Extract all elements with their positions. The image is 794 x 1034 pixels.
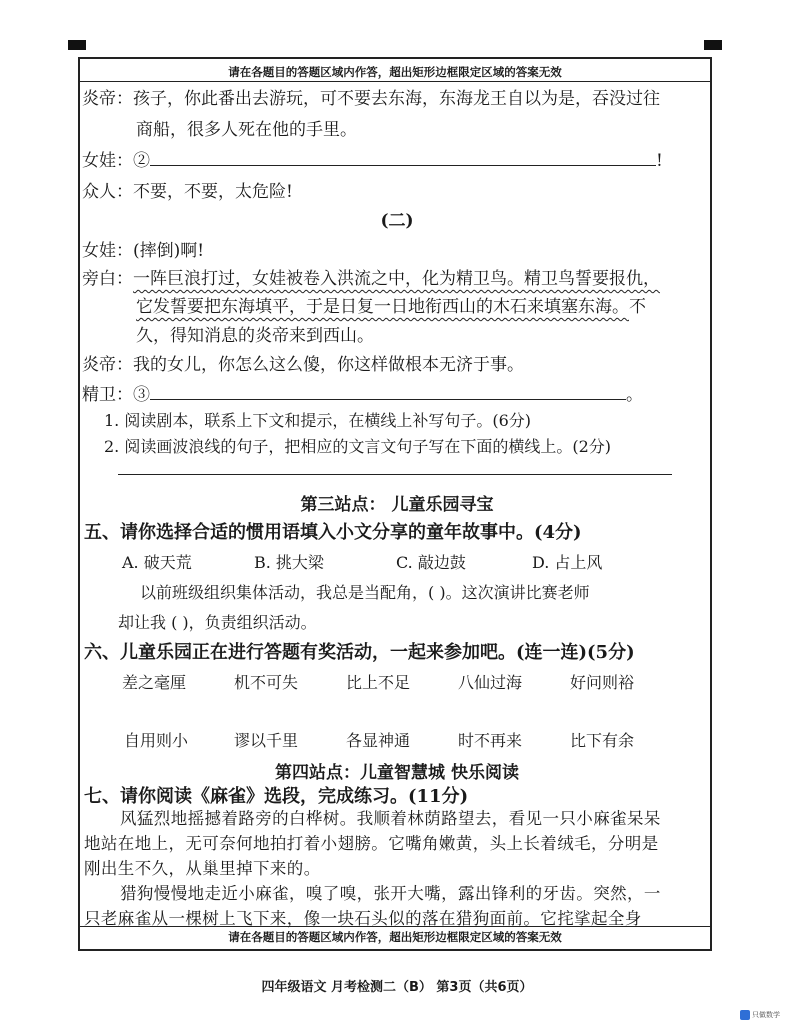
question-6-heading: 六、儿童乐园正在进行答题有奖活动，一起来参加吧。(连一连)(5分) bbox=[84, 642, 635, 663]
wavy-sentence-cont: 它发誓要把东海填平，于是日复一日地衔西山的木石来填塞东海。 bbox=[136, 297, 629, 317]
registration-mark-right bbox=[704, 40, 722, 50]
notice-divider-top bbox=[80, 81, 710, 82]
answer-blank-2[interactable] bbox=[150, 149, 656, 166]
logo-icon bbox=[740, 1010, 750, 1020]
watermark-logo bbox=[740, 1010, 780, 1020]
speaker-label: 旁白： bbox=[82, 269, 133, 289]
script-line-yandi-1 bbox=[82, 84, 660, 109]
script-line-jingwei-blank bbox=[82, 380, 643, 405]
answer-notice-top: 请在各题目的答题区域内作答，超出矩形边框限定区域的答案无效 bbox=[228, 65, 562, 79]
match-word-top-2[interactable]: 机不可失 bbox=[234, 673, 299, 692]
option-a[interactable]: A. 破天荒 bbox=[122, 553, 192, 572]
blank-marker: ② bbox=[133, 151, 150, 171]
match-word-bottom-1[interactable]: 自用则小 bbox=[124, 731, 189, 750]
narrator-text: 不 bbox=[629, 297, 646, 317]
question-1: 1. 阅读剧本，联系上下文和提示，在横线上补写句子。(6分) bbox=[104, 411, 532, 430]
script-line-crowd: 众人：不要，不要，太危险! bbox=[82, 182, 293, 202]
dialogue-text: 孩子，你此番出去游玩，可不要去东海，东海龙王自以为是，吞没过往 bbox=[133, 89, 660, 109]
reading-paragraph-1: 风猛烈地摇撼着路旁的白桦树。我顺着林荫路望去，看见一只小麻雀呆呆地站在地上，无可奈何地拍打着小翅膀。它嘴角嫩黄，头上长着绒毛，分明是刚出生不久，从巢里掉下来的。 bbox=[84, 809, 661, 878]
option-b[interactable]: B. 挑大梁 bbox=[254, 553, 324, 572]
q5-story-line-1: 以前班级组织集体活动，我总是当配角，( )。这次演讲比赛老师 bbox=[140, 583, 590, 602]
station-4-heading: 第四站点：儿童智慧城 快乐阅读 bbox=[275, 763, 519, 783]
question-7-heading: 七、请你阅读《麻雀》选段，完成练习。(11分) bbox=[84, 786, 469, 807]
page-footer: 四年级语文 月考检测二（B） 第3页（共6页） bbox=[261, 980, 533, 995]
match-word-bottom-4[interactable]: 时不再来 bbox=[458, 731, 523, 750]
registration-mark-left bbox=[68, 40, 86, 50]
match-word-bottom-5[interactable]: 比下有余 bbox=[570, 731, 635, 750]
script-line-narrator-cont2: 久，得知消息的炎帝来到西山。 bbox=[136, 326, 374, 346]
reading-paragraph-2: 猎狗慢慢地走近小麻雀，嗅了嗅，张开大嘴，露出锋利的牙齿。突然，一只老麻雀从一棵树上飞下来，像一块石头似的落在猎狗面前。它挓挲起全身 bbox=[84, 884, 661, 928]
script-line-yandi-2: 炎帝：我的女儿，你怎么这么傻，你这样做根本无济于事。 bbox=[82, 355, 524, 375]
blank-marker: ③ bbox=[133, 385, 150, 405]
watermark-text: 只做数学 bbox=[752, 1011, 780, 1019]
option-d[interactable]: D. 占上风 bbox=[532, 553, 603, 572]
script-line-narrator-cont bbox=[136, 292, 646, 317]
answer-notice-bottom: 请在各题目的答题区域内作答，超出矩形边框限定区域的答案无效 bbox=[228, 930, 562, 944]
section-heading-2: (二) bbox=[380, 211, 414, 231]
answer-line-q2[interactable] bbox=[118, 474, 672, 475]
script-line-nuwa-fall: 女娃：(摔倒)啊! bbox=[82, 241, 205, 261]
wavy-sentence: 一阵巨浪打过，女娃被卷入洪流之中，化为精卫鸟。精卫鸟誓要报仇， bbox=[133, 269, 660, 289]
match-word-top-1[interactable]: 差之毫厘 bbox=[122, 673, 187, 692]
script-line-narrator bbox=[82, 264, 660, 289]
match-word-top-4[interactable]: 八仙过海 bbox=[458, 673, 523, 692]
match-word-bottom-3[interactable]: 各显神通 bbox=[346, 731, 411, 750]
q5-story-line-2: 却让我 ( )，负责组织活动。 bbox=[118, 613, 317, 632]
script-line-yandi-1-cont: 商船，很多人死在他的手里。 bbox=[136, 120, 357, 140]
station-3-heading: 第三站点： 儿童乐园寻宝 bbox=[300, 495, 494, 515]
speaker-label: 女娃： bbox=[82, 151, 133, 171]
option-c[interactable]: C. 敲边鼓 bbox=[396, 553, 466, 572]
speaker-label: 精卫： bbox=[82, 385, 133, 405]
script-line-nuwa-blank bbox=[82, 146, 663, 171]
answer-blank-3[interactable] bbox=[150, 383, 626, 400]
match-word-bottom-2[interactable]: 谬以千里 bbox=[234, 731, 299, 750]
match-word-top-5[interactable]: 好问则裕 bbox=[570, 673, 635, 692]
question-5-heading: 五、请你选择合适的惯用语填入小文分享的童年故事中。(4分) bbox=[84, 522, 582, 543]
blank-end-punct: ! bbox=[656, 151, 663, 171]
question-2: 2. 阅读画波浪线的句子，把相应的文言文句子写在下面的横线上。(2分) bbox=[104, 437, 612, 456]
blank-end-punct: 。 bbox=[626, 385, 643, 405]
match-word-top-3[interactable]: 比上不足 bbox=[346, 673, 411, 692]
speaker-label: 炎帝： bbox=[82, 89, 133, 109]
